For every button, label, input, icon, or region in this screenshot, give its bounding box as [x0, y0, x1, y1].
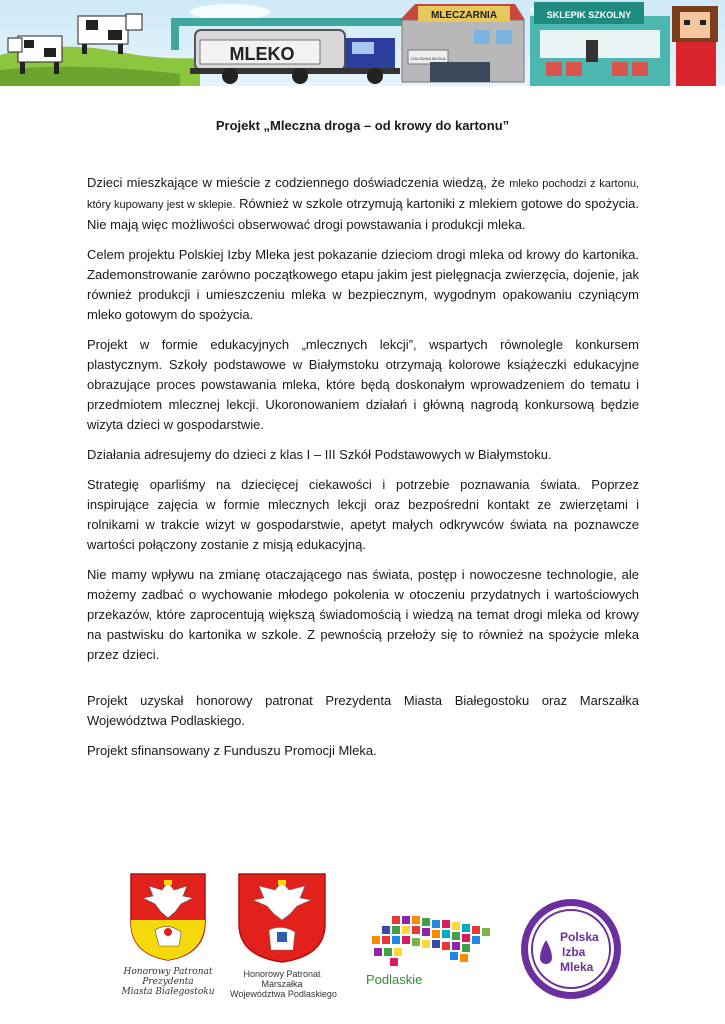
- document-body: [87, 173, 639, 771]
- container-label: CHŁODNIA MLEKA: [410, 56, 446, 61]
- paragraph-4: Działania adresujemy do dzieci z klas I – III Szkół Podstawowych w Białymstoku.: [87, 447, 552, 462]
- school-shop-label: SKLEPIK SZKOLNY: [546, 10, 632, 20]
- paragraph-8: Projekt sfinansowany z Funduszu Promocji Mleka.: [87, 743, 377, 758]
- girl-illustration: [672, 6, 718, 86]
- caption-line: Marszałka: [261, 979, 303, 989]
- pim-circle-icon: [518, 896, 624, 1002]
- caption-line: Honorowy Patronat: [123, 967, 213, 977]
- milk-truck-label: MLEKO: [229, 44, 295, 64]
- paragraph-3: Projekt w formie edukacyjnych „mlecznych lekcji”, wspartych równolegle konkursem plastycznym. Szkoły podstawowe w Białymstoku otrzymają kolorowe książeczki edukacyjne obrazujące proces powstawania mleka, które będą doskonałym wprowadzeniem do tematu i przedmiotem mlecznej lekcji. Ukoronowaniem działań i główną nagrodą konkursową będzie wizyta dzieci w gospodarstwie.: [87, 337, 639, 432]
- bialystok-shield-icon: [129, 872, 207, 962]
- caption-line: Miasta Białegostoku: [121, 987, 215, 997]
- podlaskie-label: Podlaskie: [366, 972, 423, 987]
- podlaskie-logo-caption: [230, 969, 337, 999]
- paragraph-1-part-b: Również w szkole otrzymują kartoniki z mlekiem gotowe do spożycia. Nie mają więc możliwości obserwować drogi powstawania i produkcji mleka.: [87, 196, 640, 232]
- polska-izba-mleka-logo: [518, 896, 624, 1002]
- paragraph-7: Projekt uzyskał honorowy patronat Prezydenta Miasta Białegostoku oraz Marszałka Województwa Podlaskiego.: [87, 693, 639, 728]
- pim-label-line1: Polska: [560, 930, 599, 944]
- podlaskie-brand-logo: [360, 912, 500, 992]
- header-banner: [0, 0, 725, 86]
- pim-label-line3: Mleka: [560, 960, 594, 974]
- caption-line: Honorowy Patronat: [243, 969, 321, 979]
- paragraph-6: Nie mamy wpływu na zmianę otaczającego nas świata, postęp i nowoczesne technologie, ale możemy zadbać o wychowanie młodego pokolenia w otoczeniu przydatnych i wartościowych przekazów, które zaprocentują większą świadomością i wiedzą na temat drogi mleka od krowy na pastwisku do kartonika w szkole. Z pewnością przełoży się to również na spożycie mleka przez dzieci.: [87, 567, 639, 662]
- caption-line: Prezydenta: [142, 977, 194, 987]
- milk-truck-illustration: [190, 30, 400, 84]
- page-title: Projekt „Mleczna droga – od krowy do kartonu”: [215, 118, 510, 133]
- caption-line: Województwa Podlaskiego: [230, 989, 337, 999]
- bison-mosaic-icon: [360, 912, 500, 970]
- bialystok-city-logo: [118, 872, 218, 997]
- dairy-building-illustration: [400, 4, 525, 82]
- bialystok-logo-caption: [118, 967, 218, 997]
- paragraph-5: Strategię oparliśmy na dziecięcej ciekawości i potrzebie poznawania świata. Poprzez inspirujące zajęcia w formie mlecznych lekcji oraz bezpośredni kontakt ze zwierzętami i rolnikami w trakcie wizyt w gospodarstwie, apetyt małych odkrywców świata na poznawcze wartości połączony zostanie z misją edukacyjną.: [87, 477, 639, 552]
- school-shop-illustration: [530, 2, 670, 86]
- paragraph-1-part-a: Dzieci mieszkające w mieście z codziennego doświadczenia wiedzą, że: [87, 175, 510, 190]
- pim-label-line2: Izba: [562, 945, 586, 959]
- paragraph-1: [87, 173, 639, 235]
- dairy-label: MLECZARNIA: [430, 10, 498, 21]
- banner-illustration: [0, 0, 725, 86]
- paragraph-1-small-text: mleko pochodzi z kartonu, który kupowany jest w sklepie.: [87, 178, 639, 211]
- podlaskie-shield-icon: [237, 872, 327, 964]
- paragraph-2: Celem projektu Polskiej Izby Mleka jest pokazanie dzieciom drogi mleka od krowy do kartonika. Zademonstrowanie zarówno początkowego etapu jakim jest pielęgnacja zwierzęcia, dojenie, jak również produkcji i umieszczeniu mleka w bezpiecznym, wygodnym opakowaniu czyniącym mleko gotowym do spożycia.: [87, 247, 639, 322]
- podlaskie-marshal-logo: [230, 872, 337, 999]
